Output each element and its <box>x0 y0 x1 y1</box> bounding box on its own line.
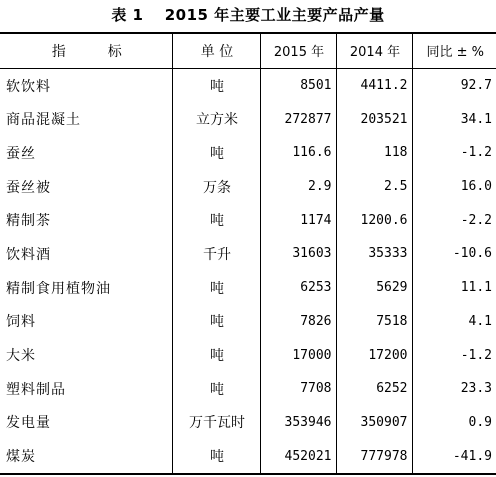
row-change: 92.7 <box>412 68 496 102</box>
row-indicator: 蚕丝被 <box>6 179 51 196</box>
header-2015: 2015 年 <box>260 33 336 68</box>
table-row <box>0 338 496 372</box>
row-value-2015: 116.6 <box>260 136 336 170</box>
row-unit: 吨 <box>172 372 260 406</box>
row-change: 0.9 <box>412 406 496 440</box>
row-value-2015: 7826 <box>260 305 336 339</box>
header-row <box>0 33 496 68</box>
row-value-2014: 35333 <box>336 237 412 271</box>
row-unit: 吨 <box>172 136 260 170</box>
row-value-2014: 350907 <box>336 406 412 440</box>
table-row <box>0 237 496 271</box>
row-unit: 立方米 <box>172 102 260 136</box>
row-change: 23.3 <box>412 372 496 406</box>
row-value-2015: 1174 <box>260 203 336 237</box>
row-value-2014: 777978 <box>336 439 412 474</box>
row-value-2014: 7518 <box>336 305 412 339</box>
row-indicator: 精制食用植物油 <box>6 280 111 297</box>
row-indicator: 饮料酒 <box>6 246 51 263</box>
row-unit: 万条 <box>172 170 260 204</box>
row-unit: 吨 <box>172 203 260 237</box>
row-value-2014: 203521 <box>336 102 412 136</box>
row-unit: 吨 <box>172 338 260 372</box>
header-change: 同比 ± % <box>412 33 496 68</box>
row-value-2014: 118 <box>336 136 412 170</box>
row-value-2014: 17200 <box>336 338 412 372</box>
row-unit: 千升 <box>172 237 260 271</box>
table-row <box>0 203 496 237</box>
row-indicator: 塑料制品 <box>6 381 66 398</box>
table-row <box>0 406 496 440</box>
row-value-2014: 6252 <box>336 372 412 406</box>
row-value-2015: 7708 <box>260 372 336 406</box>
row-value-2014: 5629 <box>336 271 412 305</box>
row-unit: 吨 <box>172 305 260 339</box>
row-value-2015: 2.9 <box>260 170 336 204</box>
row-indicator: 蚕丝 <box>6 145 36 162</box>
row-indicator: 发电量 <box>6 415 51 432</box>
table-row <box>0 305 496 339</box>
row-indicator: 商品混凝土 <box>6 112 81 129</box>
row-change: -1.2 <box>412 136 496 170</box>
row-change: 11.1 <box>412 271 496 305</box>
row-change: -10.6 <box>412 237 496 271</box>
row-unit: 万千瓦时 <box>172 406 260 440</box>
row-change: 34.1 <box>412 102 496 136</box>
row-indicator: 软饮料 <box>6 78 51 95</box>
row-indicator: 煤炭 <box>6 449 36 466</box>
row-unit: 吨 <box>172 68 260 102</box>
table-row <box>0 372 496 406</box>
row-change: -41.9 <box>412 439 496 474</box>
table-row <box>0 170 496 204</box>
table-row <box>0 271 496 305</box>
row-change: 4.1 <box>412 305 496 339</box>
header-2014: 2014 年 <box>336 33 412 68</box>
row-value-2015: 17000 <box>260 338 336 372</box>
table-body <box>0 68 496 474</box>
row-value-2014: 2.5 <box>336 170 412 204</box>
header-unit: 单 位 <box>172 33 260 68</box>
row-change: -1.2 <box>412 338 496 372</box>
row-value-2014: 4411.2 <box>336 68 412 102</box>
row-unit: 吨 <box>172 271 260 305</box>
row-change: -2.2 <box>412 203 496 237</box>
header-indicator: 指 标 <box>51 43 122 60</box>
table-row <box>0 136 496 170</box>
table-title: 表 1 2015 年主要工业主要产品产量 <box>111 6 385 24</box>
row-indicator: 大米 <box>6 348 36 365</box>
row-value-2015: 8501 <box>260 68 336 102</box>
table-row <box>0 439 496 474</box>
row-change: 16.0 <box>412 170 496 204</box>
row-indicator: 精制茶 <box>6 213 51 230</box>
row-value-2015: 452021 <box>260 439 336 474</box>
row-indicator: 饲料 <box>6 314 36 331</box>
row-value-2015: 353946 <box>260 406 336 440</box>
row-value-2015: 6253 <box>260 271 336 305</box>
table-row <box>0 68 496 102</box>
production-table <box>0 32 496 475</box>
table-row <box>0 102 496 136</box>
row-value-2015: 31603 <box>260 237 336 271</box>
row-value-2015: 272877 <box>260 102 336 136</box>
row-unit: 吨 <box>172 439 260 474</box>
row-value-2014: 1200.6 <box>336 203 412 237</box>
